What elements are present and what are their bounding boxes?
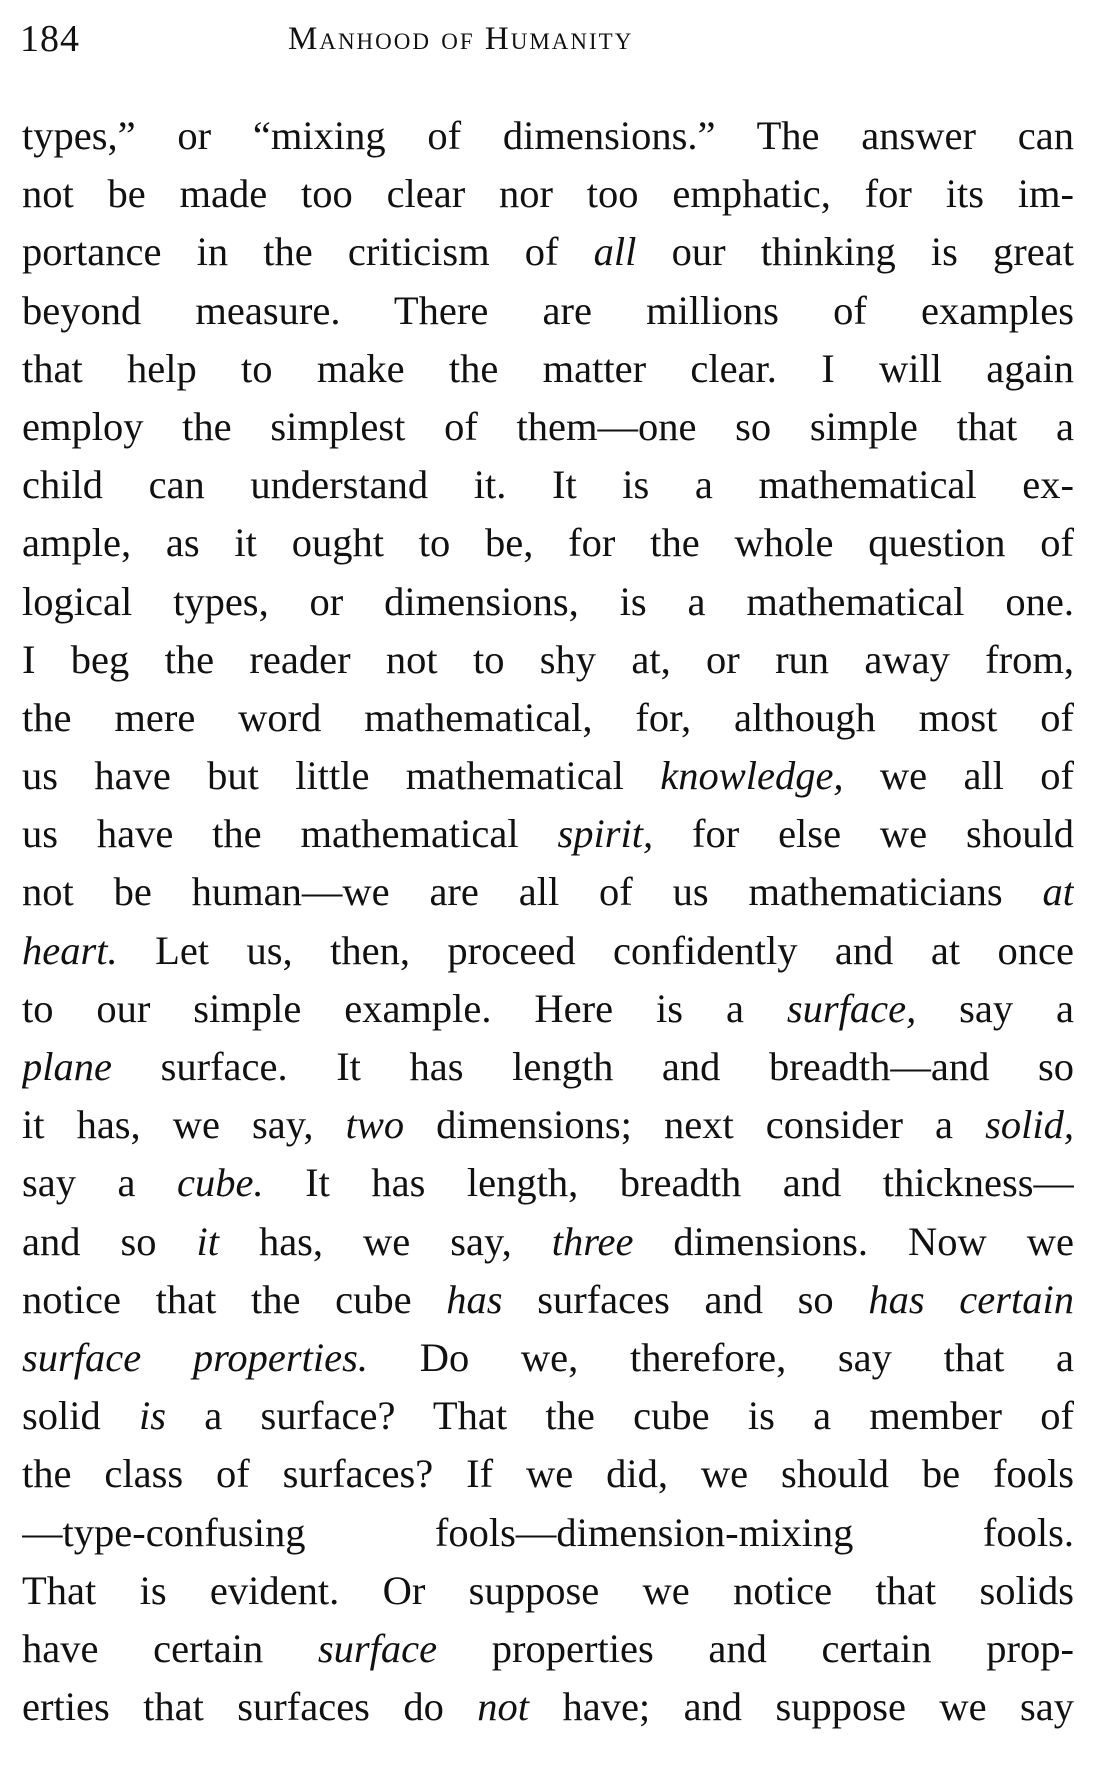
text-run: notice that the cube: [22, 1276, 447, 1322]
text-run: It has length, breadth and thickness—: [263, 1160, 1074, 1206]
text-run: to our simple example. Here is a: [22, 985, 787, 1031]
text-run: Let us, then, proceed confidently and at once: [117, 927, 1074, 973]
text-run: types,” or “mixing of dimensions.” The answer can: [22, 113, 1074, 158]
text-run: us have the mathematical: [22, 811, 558, 857]
italic-run: spirit,: [557, 811, 654, 857]
text-run: has, we say,: [218, 1218, 552, 1264]
italic-run: cube.: [177, 1160, 264, 1206]
text-run: surface. It has length and breadth—and so: [111, 1044, 1074, 1089]
text-run: it has, we say,: [22, 1102, 346, 1148]
text-line: [22, 631, 1074, 689]
text-run: —type-confusing fools—dimension-mixing fools.: [22, 1509, 1074, 1555]
text-run: ample, as it ought to be, for the whole question of: [22, 520, 1074, 566]
text-line: [22, 1329, 1074, 1387]
text-line: [22, 223, 1074, 281]
text-run: not be made too clear nor too emphatic, for its im-: [22, 171, 1074, 217]
text-line: [22, 107, 1074, 165]
text-run: and so: [22, 1218, 197, 1264]
text-line: [22, 863, 1074, 921]
text-line: [22, 340, 1074, 398]
body-text: [22, 107, 1074, 1736]
text-run: for else we should: [653, 811, 1074, 857]
text-run: that help to make the matter clear. I will again: [22, 345, 1074, 391]
italic-run: at: [1042, 869, 1074, 915]
text-run: properties and certain prop-: [437, 1625, 1074, 1671]
text-line: [22, 747, 1074, 805]
text-run: not be human—we are all of us mathematicians: [22, 869, 1043, 915]
italic-run: solid,: [985, 1102, 1074, 1148]
text-line: [22, 1213, 1074, 1271]
text-line: [22, 1504, 1074, 1562]
italic-run: surface: [317, 1625, 438, 1671]
page-number: 184: [20, 18, 80, 60]
text-run: solid: [22, 1393, 140, 1439]
text-run: us have but little mathematical: [22, 753, 661, 799]
text-run: I beg the reader not to shy at, or run away from,: [22, 636, 1074, 682]
text-run: beyond measure. There are millions of examples: [22, 287, 1074, 333]
text-run: logical types, or dimensions, is a mathematical one.: [22, 578, 1074, 624]
text-run: our thinking is great: [636, 229, 1074, 275]
italic-run: knowledge,: [660, 753, 844, 799]
text-run: we all of: [843, 753, 1074, 799]
running-head: Manhood of Humanity: [288, 21, 634, 57]
italic-run: has certain: [868, 1276, 1074, 1322]
text-run: Do we, therefore, say that a: [368, 1334, 1074, 1380]
text-line: [22, 573, 1074, 631]
text-run: erties that surfaces do: [22, 1684, 478, 1730]
italic-run: surface,: [786, 985, 917, 1031]
text-line: [22, 282, 1074, 340]
text-line: [22, 805, 1074, 863]
text-line: [22, 1620, 1074, 1678]
text-line: [22, 1271, 1074, 1329]
text-run: have certain: [22, 1625, 318, 1671]
italic-run: all: [593, 229, 637, 275]
text-run: say a: [916, 985, 1074, 1031]
italic-run: not: [477, 1684, 530, 1730]
text-run: That is evident. Or suppose we notice that solids: [22, 1567, 1074, 1613]
text-line: [22, 165, 1074, 223]
text-line: [22, 398, 1074, 456]
text-line: [22, 1154, 1074, 1212]
text-run: a surface? That the cube is a member of: [166, 1393, 1074, 1439]
text-line: [22, 980, 1074, 1038]
text-line: [22, 1445, 1074, 1503]
text-run: dimensions. Now we: [633, 1218, 1074, 1264]
italic-run: is: [139, 1393, 167, 1439]
italic-run: three: [551, 1218, 634, 1264]
text-run: child can understand it. It is a mathematical ex-: [22, 462, 1074, 508]
text-run: portance in the criticism of: [22, 229, 594, 275]
text-run: the class of surfaces? If we did, we should be fools: [22, 1451, 1074, 1497]
text-run: employ the simplest of them—one so simple that a: [22, 403, 1074, 449]
italic-run: plane: [22, 1044, 112, 1089]
italic-run: two: [345, 1102, 405, 1148]
page-header: [20, 14, 800, 64]
text-line: [22, 1678, 1074, 1736]
italic-run: surface properties.: [22, 1334, 369, 1380]
text-line: [22, 514, 1074, 572]
text-line: [22, 1096, 1074, 1154]
text-line: [22, 1387, 1074, 1445]
text-line: [22, 922, 1074, 980]
italic-run: it: [196, 1218, 219, 1264]
text-line: [22, 1038, 1074, 1096]
italic-run: has: [446, 1276, 503, 1322]
text-line: [22, 689, 1074, 747]
text-run: dimensions; next consider a: [404, 1102, 986, 1148]
text-run: have; and suppose we say: [529, 1684, 1074, 1730]
text-line: [22, 456, 1074, 514]
text-run: say a: [22, 1160, 178, 1206]
text-line: [22, 1562, 1074, 1620]
text-run: surfaces and so: [502, 1276, 869, 1322]
italic-run: heart.: [22, 927, 118, 973]
text-run: the mere word mathematical, for, although most of: [22, 694, 1074, 740]
